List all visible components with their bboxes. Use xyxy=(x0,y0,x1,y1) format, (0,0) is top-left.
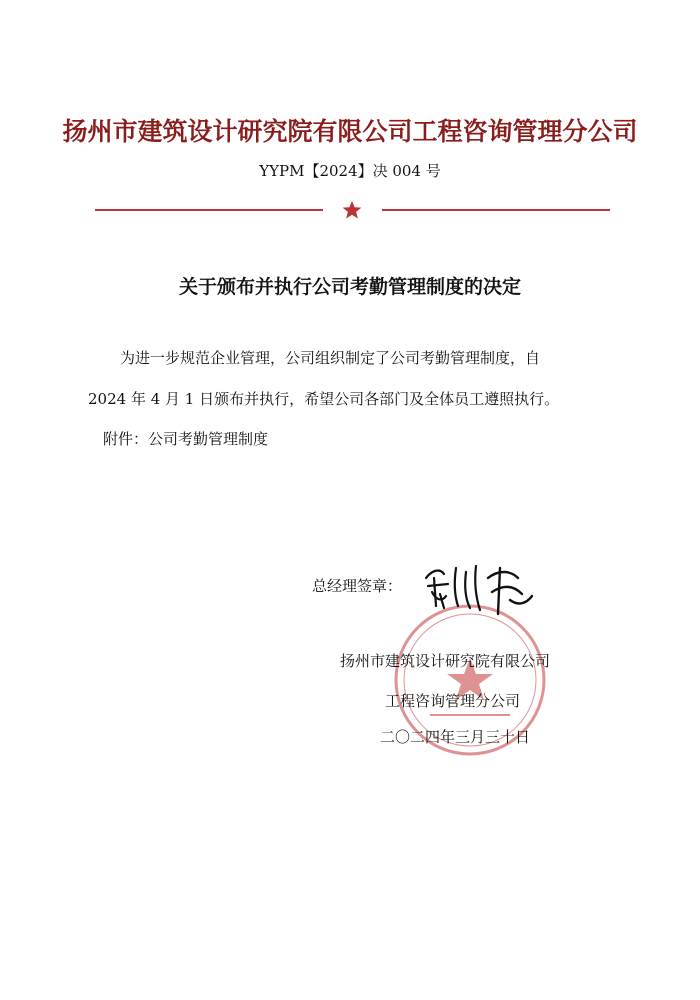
signing-date: 二〇二四年三月三十日 xyxy=(380,728,531,746)
document-number: YYPM【2024】决 004 号 xyxy=(259,162,441,180)
header-divider xyxy=(95,200,610,220)
organization-header: 扬州市建筑设计研究院有限公司工程咨询管理分公司 xyxy=(62,117,638,146)
signature-label: 总经理签章： xyxy=(312,577,403,595)
signing-organization-line-2: 工程咨询管理分公司 xyxy=(385,692,521,710)
body-paragraph-line-2: 2024 年 4 月 1 日颁布并执行，希望公司各部门及全体员工遵照执行。 xyxy=(88,390,560,408)
divider-line-right xyxy=(382,209,610,211)
divider-line-left xyxy=(95,209,323,211)
attachment-line: 附件：公司考勤管理制度 xyxy=(103,430,269,448)
signing-organization-line-1: 扬州市建筑设计研究院有限公司 xyxy=(340,652,551,670)
star-icon xyxy=(342,200,362,220)
body-paragraph-line-1: 为进一步规范企业管理，公司组织制定了公司考勤管理制度，自 xyxy=(120,349,541,367)
handwritten-signature xyxy=(418,548,538,618)
document-title: 关于颁布并执行公司考勤管理制度的决定 xyxy=(178,276,521,298)
